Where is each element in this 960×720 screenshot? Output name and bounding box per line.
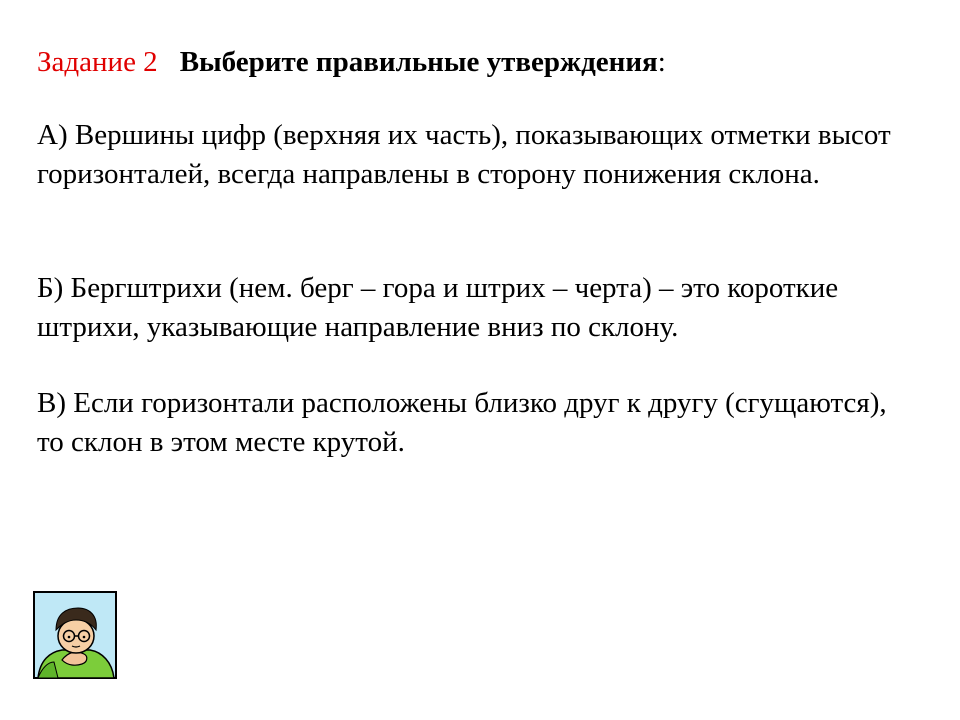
statement-b: Б) Бергштрихи (нем. берг – гора и штрих – черта) – это короткие штрихи, указывающие направление вниз по склону. bbox=[37, 272, 839, 343]
task-heading-colon: : bbox=[657, 46, 666, 78]
statement-c: В) Если горизонтали расположены близко друг к другу (сгущаются), то склон в этом месте крутой. bbox=[37, 387, 887, 458]
thinking-student-icon bbox=[32, 590, 118, 682]
task-number-label: Задание 2 bbox=[37, 46, 158, 78]
task-title bbox=[37, 44, 666, 80]
statement-a: А) Вершины цифр (верхняя их часть), показывающих отметки высот горизонталей, всегда направлены в сторону понижения склона. bbox=[37, 119, 891, 190]
task-heading: Выберите правильные утверждения bbox=[179, 46, 658, 78]
